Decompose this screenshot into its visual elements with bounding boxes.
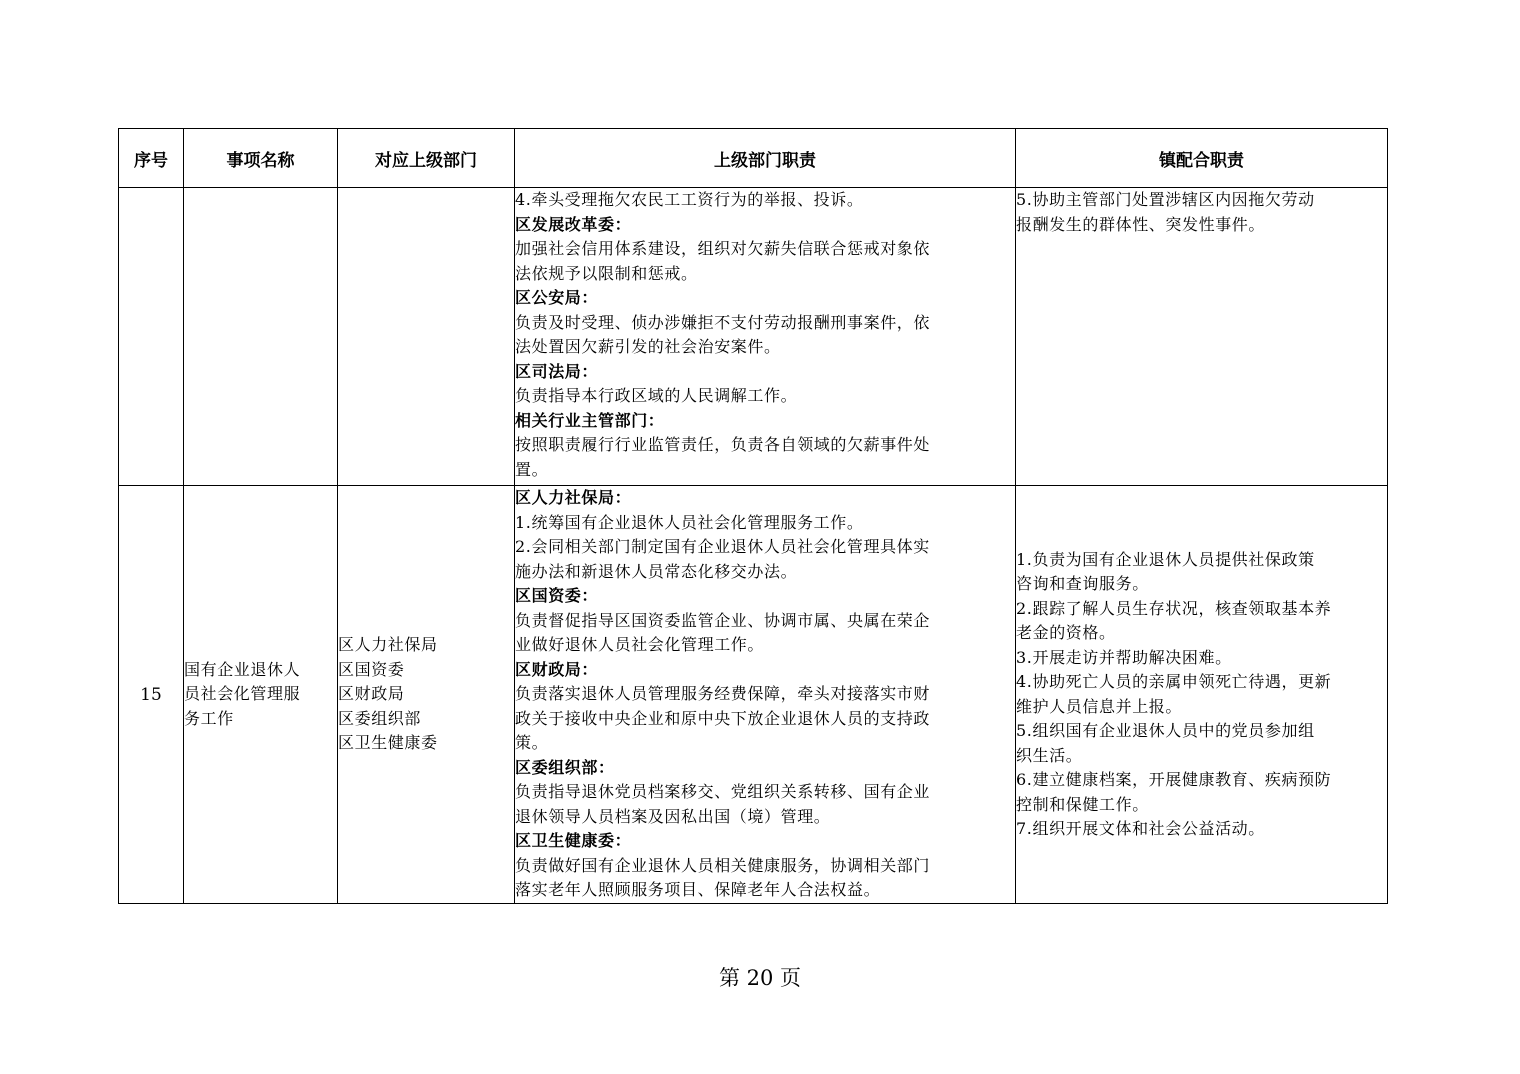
header-seq: 序号	[119, 129, 184, 188]
duty-text: 负责做好国有企业退休人员相关健康服务，协调相关部门	[515, 855, 931, 875]
dept-heading: 区人力社保局：	[515, 488, 632, 507]
dept-heading: 区司法局：	[515, 361, 599, 381]
duty-text: 负责指导退休党员档案移交、党组织关系转移、国有企业	[515, 782, 931, 801]
town-duty-text: 1.负责为国有企业退休人员提供社保政策	[1016, 549, 1315, 569]
duty-text: 退休领导人员档案及因私出国（境）管理。	[515, 806, 831, 826]
row2-upper-duty-cell	[515, 486, 1016, 904]
header-item-name: 事项名称	[184, 129, 338, 188]
duty-text: 加强社会信用体系建设，组织对欠薪失信联合惩戒对象依	[515, 239, 931, 258]
row2-town-duty-cell	[1016, 486, 1388, 904]
row1-seq-cell	[119, 188, 184, 486]
town-duty-text: 6.建立健康档案，开展健康教育、疾病预防	[1016, 770, 1332, 789]
duty-text: 落实老年人照顾服务项目、保障老年人合法权益。	[515, 880, 881, 899]
dept-heading: 区委组织部：	[515, 757, 615, 777]
town-duty-text: 维护人员信息并上报。	[1016, 696, 1183, 716]
duty-text: 负责落实退休人员管理服务经费保障，牵头对接落实市财	[515, 684, 931, 703]
town-duty-text: 5.组织国有企业退休人员中的党员参加组	[1016, 721, 1315, 740]
town-duty-text: 2.跟踪了解人员生存状况，核查领取基本养	[1016, 598, 1332, 618]
duty-text: 2.会同相关部门制定国有企业退休人员社会化管理具体实	[515, 537, 930, 556]
header-town-duty: 镇配合职责	[1016, 129, 1388, 188]
town-duty-text: 老金的资格。	[1016, 623, 1116, 642]
duty-text: 负责及时受理、侦办涉嫌拒不支付劳动报酬刑事案件，依	[515, 312, 931, 332]
header-upper-duty: 上级部门职责	[515, 129, 1016, 188]
town-duty-text: 织生活。	[1016, 745, 1083, 765]
town-duty-text: 报酬发生的群体性、突发性事件。	[1016, 214, 1266, 234]
row1-upper-dept-cell	[338, 188, 515, 486]
duty-text: 策。	[515, 733, 549, 752]
row1-upper-duty-cell	[515, 188, 1016, 486]
row2-seq-cell: 15	[119, 486, 184, 904]
duty-text: 负责指导本行政区域的人民调解工作。	[515, 386, 798, 405]
upper-dept-text: 区国资委	[338, 659, 405, 679]
row1-town-duty-cell	[1016, 188, 1388, 486]
upper-dept-text: 区卫生健康委	[338, 733, 438, 753]
town-duty-text: 3.开展走访并帮助解决困难。	[1016, 647, 1232, 667]
duty-text: 施办法和新退休人员常态化移交办法。	[515, 561, 798, 581]
duty-text: 法依规予以限制和惩戒。	[515, 263, 698, 283]
item-name-text: 国有企业退休人	[184, 659, 301, 679]
upper-dept-text: 区人力社保局	[338, 635, 438, 655]
duty-text: 置。	[515, 459, 549, 479]
item-name-text: 员社会化管理服	[184, 684, 301, 704]
duty-text: 法处置因欠薪引发的社会治安案件。	[515, 337, 781, 356]
row2-name-cell	[184, 486, 338, 904]
town-duty-text: 5.协助主管部门处置涉辖区内因拖欠劳动	[1016, 190, 1315, 209]
table-header-row	[119, 129, 1388, 188]
row2-upper-dept-cell	[338, 486, 515, 904]
upper-dept-text: 区委组织部	[338, 708, 422, 728]
duty-text: 负责督促指导区国资委监管企业、协调市属、央属在荣企	[515, 610, 931, 630]
town-duty-text: 7.组织开展文体和社会公益活动。	[1016, 819, 1265, 838]
duty-text: 按照职责履行行业监管责任，负责各自领域的欠薪事件处	[515, 435, 931, 454]
dept-heading: 区国资委：	[515, 586, 599, 605]
town-duty-text: 4.协助死亡人员的亲属申领死亡待遇，更新	[1016, 672, 1332, 691]
town-duty-text: 控制和保健工作。	[1016, 794, 1149, 814]
header-upper-dept: 对应上级部门	[338, 129, 515, 188]
item-name-text: 务工作	[184, 708, 234, 728]
responsibility-table	[118, 128, 1388, 904]
dept-heading: 区财政局：	[515, 659, 599, 679]
dept-heading: 区卫生健康委：	[515, 831, 632, 850]
dept-heading: 区发展改革委：	[515, 214, 632, 234]
duty-text: 业做好退休人员社会化管理工作。	[515, 635, 765, 654]
town-duty-text: 咨询和查询服务。	[1016, 574, 1149, 593]
row1-name-cell	[184, 188, 338, 486]
duty-text: 政关于接收中央企业和原中央下放企业退休人员的支持政	[515, 708, 931, 728]
dept-heading: 区公安局：	[515, 288, 599, 307]
duty-text: 1.统筹国有企业退休人员社会化管理服务工作。	[515, 512, 864, 532]
dept-heading: 相关行业主管部门：	[515, 410, 665, 430]
page-number: 第 20 页	[718, 966, 802, 990]
table-row	[119, 486, 1388, 904]
table-row	[119, 188, 1388, 486]
upper-dept-text: 区财政局	[338, 684, 405, 704]
duty-text: 4.牵头受理拖欠农民工工资行为的举报、投诉。	[515, 190, 864, 209]
